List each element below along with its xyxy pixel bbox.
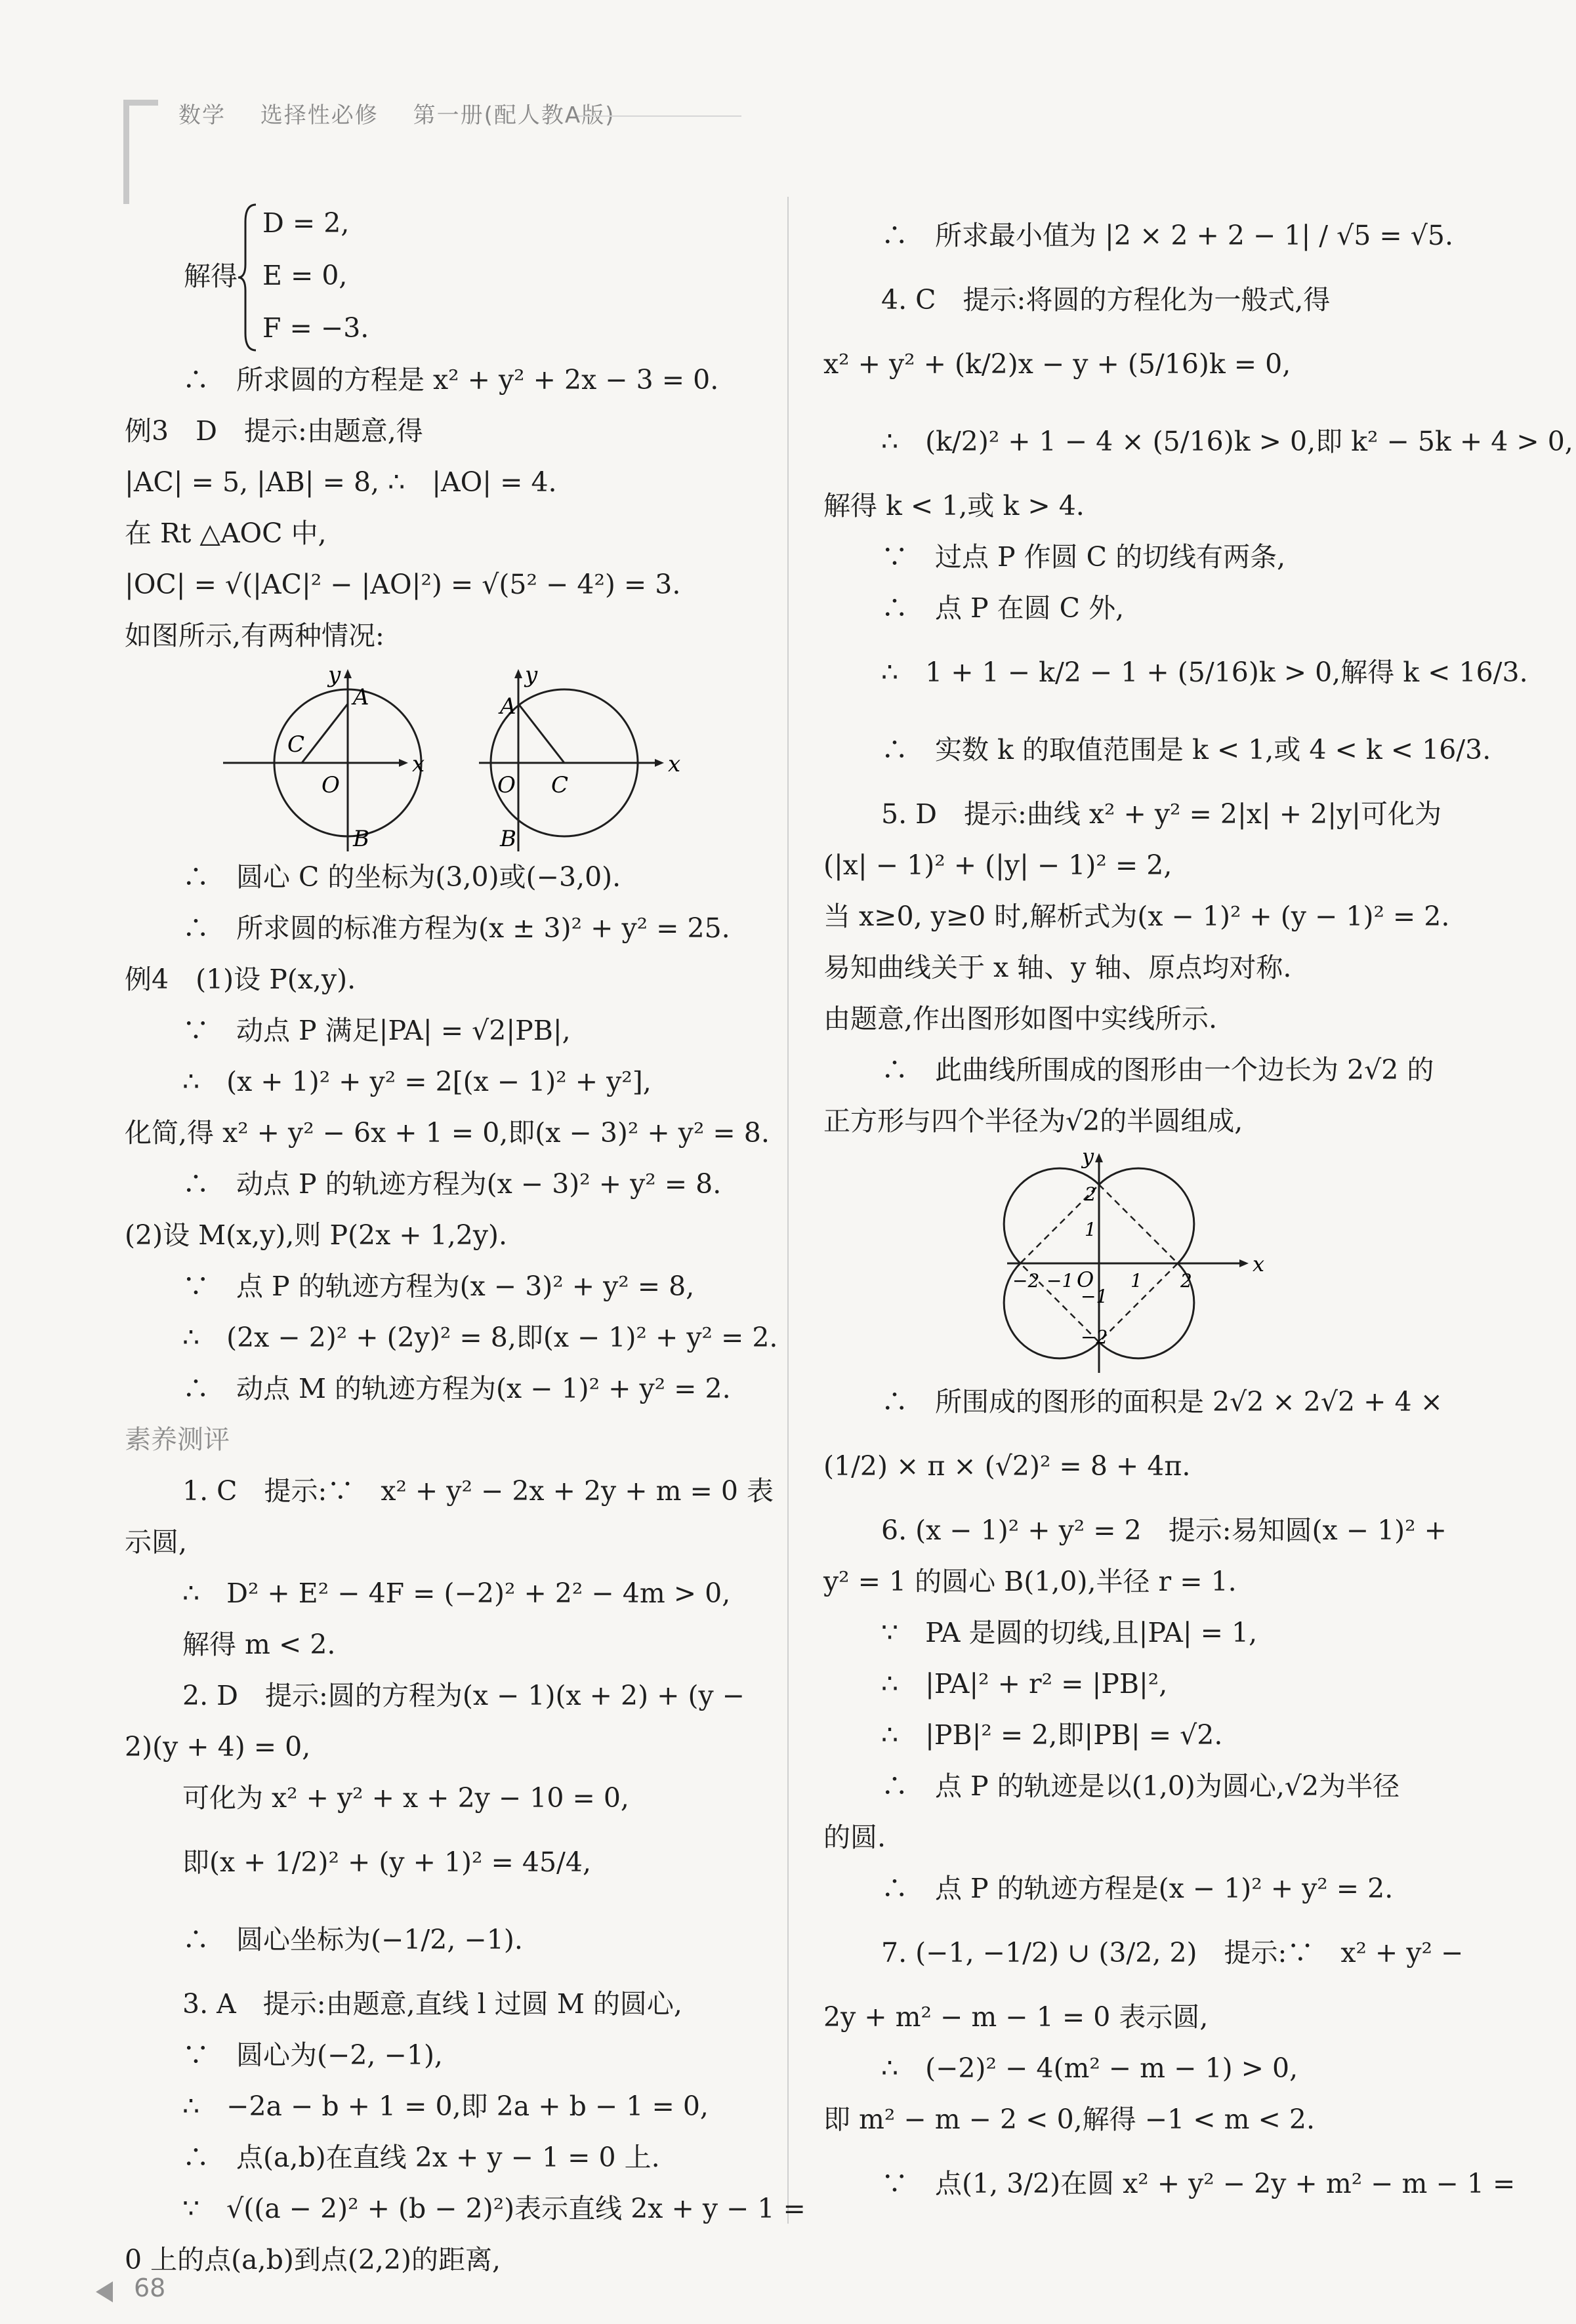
column-divider (787, 197, 789, 2224)
equation-system (125, 197, 781, 354)
text-line: ∴ |PA|² + r² = |PB|², (881, 1668, 1168, 1700)
text-line: |AC| = 5, |AB| = 8, ∴ |AO| = 4. (125, 466, 557, 498)
text-line: (|x| − 1)² + (|y| − 1)² = 2, (823, 849, 1172, 881)
text-line: 即 m² − m − 2 < 0,解得 −1 < m < 2. (823, 2104, 1315, 2135)
text-line: ∴ 点 P 在圆 C 外, (881, 592, 1125, 624)
text-line: ∴ 1 + 1 − k/2 − 1 + (5/16)k > 0,解得 k < 16/3. (881, 657, 1528, 688)
figure-four-semicircles (823, 1147, 1466, 1376)
text-line: ∴ 动点 M 的轨迹方程为(x − 1)² + y² = 2. (182, 1373, 731, 1404)
text-line: ∴ 所围成的图形的面积是 2√2 × 2√2 + 4 × (881, 1386, 1443, 1417)
text-line: ∴ 所求圆的方程是 x² + y² + 2x − 3 = 0. (182, 364, 719, 396)
header-subject: 数学 (178, 102, 226, 129)
fig1-left-A-label: A (353, 684, 369, 710)
text-line: ∴ 点 P 的轨迹方程是(x − 1)² + y² = 2. (881, 1873, 1394, 1904)
system-eq-2: E = 0, (262, 260, 348, 291)
text-line: 如图所示,有两种情况: (125, 620, 384, 651)
text-line: ∴ 圆心坐标为(−1/2, −1). (182, 1924, 523, 1955)
fig2-tick-x-2: 2 (1180, 1270, 1192, 1292)
fig1-left-B-label: B (353, 826, 369, 851)
fig1-right-A-label: A (500, 693, 516, 720)
fig1-left-x-label: x (412, 751, 425, 777)
fig2-tick-x-neg2: −2 (1012, 1270, 1040, 1292)
text-line: x² + y² + (k/2)x − y + (5/16)k = 0, (823, 348, 1291, 380)
header-bracket (123, 100, 158, 204)
system-label: 解得 (184, 260, 238, 292)
page-arrow-icon (96, 2281, 113, 2302)
text-line: 的圆. (823, 1822, 886, 1853)
text-line: ∴ 点 P 的轨迹是以(1,0)为圆心,√2为半径 (881, 1770, 1400, 1802)
text-line: 5. D 提示:曲线 x² + y² = 2|x| + 2|y|可化为 (881, 798, 1441, 830)
header-course: 选择性必修 (260, 102, 379, 129)
fig2-y-label: y (1082, 1147, 1094, 1169)
text-line: ∴ |PB|² = 2,即|PB| = √2. (881, 1719, 1223, 1751)
text-line: ∵ 动点 P 满足|PA| = √2|PB|, (182, 1015, 571, 1046)
fig2-tick-y-2: 2 (1085, 1183, 1096, 1205)
left-brace-icon (236, 202, 260, 353)
text-line: 示圆, (125, 1526, 188, 1558)
text-line: ∵ PA 是圆的切线,且|PA| = 1, (881, 1617, 1258, 1648)
text-line: ∴ (k/2)² + 1 − 4 × (5/16)k > 0,即 k² − 5k + 4 > 0, (881, 426, 1573, 457)
section-title: 素养测评 (125, 1425, 230, 1455)
page-number: 68 (134, 2273, 166, 2302)
text-line: ∴ 此曲线所围成的图形由一个边长为 2√2 的 (881, 1054, 1434, 1086)
text-line: ∵ 点 P 的轨迹方程为(x − 3)² + y² = 8, (182, 1271, 695, 1302)
fig1-right-y-label: y (525, 662, 538, 688)
text-line: 0 上的点(a,b)到点(2,2)的距离, (125, 2244, 501, 2275)
text-line: ∴ 动点 P 的轨迹方程为(x − 3)² + y² = 8. (182, 1168, 722, 1200)
text-line: 即(x + 1/2)² + (y + 1)² = 45/4, (182, 1846, 591, 1878)
text-line: 2y + m² − m − 1 = 0 表示圆, (823, 2001, 1209, 2033)
fig2-tick-x-neg1: −1 (1047, 1270, 1074, 1292)
fig2-tick-y-neg1: −1 (1081, 1286, 1108, 1307)
system-eq-1: D = 2, (262, 207, 350, 239)
fig1-left-C-label: C (287, 731, 305, 758)
fig1-right-C-label: C (551, 772, 569, 798)
text-line: |OC| = √(|AC|² − |AO|²) = √(5² − 4²) = 3. (125, 569, 681, 600)
text-line: 例4 (1)设 P(x,y). (125, 964, 356, 995)
fig2-tick-y-neg2: −2 (1081, 1326, 1108, 1348)
circle-case-right (479, 662, 680, 851)
text-line: 4. C 提示:将圆的方程化为一般式,得 (881, 284, 1331, 316)
system-eq-3: F = −3. (262, 312, 369, 344)
fig1-right-O-label: O (497, 772, 516, 798)
text-line: ∴ 所求圆的标准方程为(x ± 3)² + y² = 25. (182, 912, 730, 944)
text-line: ∴ (x + 1)² + y² = 2[(x − 1)² + y²], (182, 1066, 652, 1097)
text-line: ∴ 点(a,b)在直线 2x + y − 1 = 0 上. (182, 2142, 660, 2173)
text-line: (2)设 M(x,y),则 P(2x + 1,2y). (125, 1219, 508, 1251)
text-line: 6. (x − 1)² + y² = 2 提示:易知圆(x − 1)² + (881, 1515, 1447, 1546)
text-line: ∵ 圆心为(−2, −1), (182, 2039, 443, 2071)
running-header (178, 97, 641, 129)
text-line: ∴ D² + E² − 4F = (−2)² + 2² − 4m > 0, (182, 1578, 731, 1609)
text-line: (1/2) × π × (√2)² = 8 + 4π. (823, 1450, 1191, 1482)
header-rule (577, 115, 741, 117)
text-line: 2)(y + 4) = 0, (125, 1731, 311, 1763)
text-line: ∴ 圆心 C 的坐标为(3,0)或(−3,0). (182, 861, 621, 893)
text-line: 2. D 提示:圆的方程为(x − 1)(x + 2) + (y − (182, 1680, 745, 1711)
text-line: 1. C 提示:∵ x² + y² − 2x + 2y + m = 0 表 (182, 1475, 774, 1507)
fig1-left-O-label: O (321, 772, 340, 798)
text-line: ∵ 点(1, 3/2)在圆 x² + y² − 2y + m² − m − 1 = (881, 2168, 1516, 2199)
fig1-left-y-label: y (328, 662, 341, 688)
fig2-x-label: x (1253, 1252, 1265, 1276)
left-column (125, 197, 806, 2285)
text-line: ∴ 实数 k 的取值范围是 k < 1,或 4 < k < 16/3. (881, 734, 1491, 765)
text-line: 由题意,作出图形如图中实线所示. (823, 1003, 1218, 1034)
text-line: 在 Rt △AOC 中, (125, 518, 327, 549)
text-line: 易知曲线关于 x 轴、y 轴、原点均对称. (823, 952, 1292, 983)
figure-two-circles (125, 661, 781, 851)
two-circles-diagram (125, 661, 781, 851)
text-line: ∵ 过点 P 作圆 C 的切线有两条, (881, 541, 1286, 573)
text-line: 可化为 x² + y² + x + 2y − 10 = 0, (182, 1782, 629, 1814)
text-line: y² = 1 的圆心 B(1,0),半径 r = 1. (823, 1566, 1237, 1597)
right-column (823, 197, 1573, 2222)
fig1-right-B-label: B (500, 826, 516, 851)
text-line: 当 x≥0, y≥0 时,解析式为(x − 1)² + (y − 1)² = 2. (823, 901, 1450, 932)
circle-case-left (223, 662, 425, 851)
text-line: ∴ (−2)² − 4(m² − m − 1) > 0, (881, 2052, 1298, 2084)
fig1-right-x-label: x (668, 751, 681, 777)
text-line: ∵ √((a − 2)² + (b − 2)²)表示直线 2x + y − 1 = (182, 2193, 806, 2224)
text-line: 化简,得 x² + y² − 6x + 1 = 0,即(x − 3)² + y² = 8. (125, 1117, 770, 1149)
text-line: ∴ −2a − b + 1 = 0,即 2a + b − 1 = 0, (182, 2090, 709, 2122)
text-line: 解得 m < 2. (182, 1629, 336, 1660)
text-line: 正方形与四个半径为√2的半圆组成, (823, 1105, 1243, 1137)
fig2-tick-x-1: 1 (1130, 1270, 1142, 1292)
text-line: 3. A 提示:由题意,直线 l 过圆 M 的圆心, (182, 1988, 682, 2020)
text-line: 解得 k < 1,或 k > 4. (823, 490, 1085, 521)
text-line: ∴ 所求最小值为 |2 × 2 + 2 − 1| / √5 = √5. (881, 220, 1454, 251)
text-line: 例3 D 提示:由题意,得 (125, 415, 423, 447)
text-line: 7. (−1, −1/2) ∪ (3/2, 2) 提示:∵ x² + y² − (881, 1937, 1464, 1968)
fig2-origin-label: O (1077, 1267, 1094, 1292)
fig2-tick-y-1: 1 (1085, 1219, 1096, 1240)
four-semicircles-diagram (823, 1147, 1466, 1376)
text-line: ∴ (2x − 2)² + (2y)² = 8,即(x − 1)² + y² = 2. (182, 1322, 778, 1353)
header-volume: 第一册(配人教A版) (413, 102, 615, 129)
